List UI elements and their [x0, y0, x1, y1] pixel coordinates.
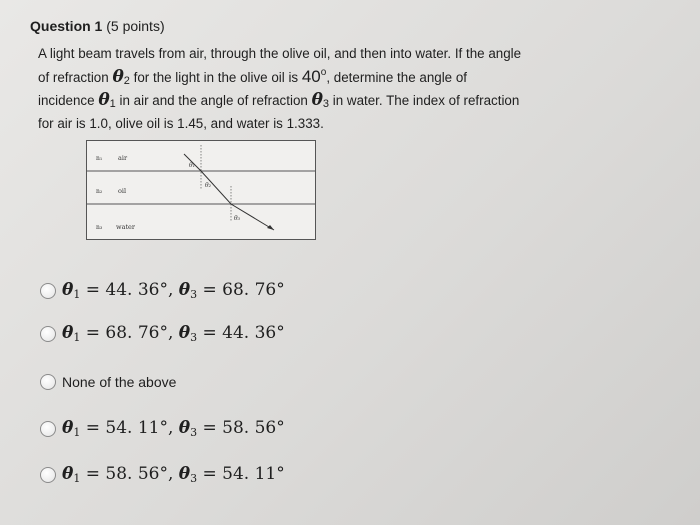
question-line-2	[38, 63, 598, 91]
text-fragment: in air and the angle of refraction	[115, 93, 312, 108]
option-label: None of the above	[62, 374, 177, 390]
oil-label: oil	[118, 187, 127, 195]
option-label	[62, 464, 285, 485]
theta-symbol: θ	[98, 90, 110, 110]
n1-label: n₁	[96, 155, 103, 162]
theta-symbol: θ	[178, 464, 191, 484]
radio-button[interactable]	[40, 283, 56, 299]
answer-option-1[interactable]	[40, 280, 285, 301]
theta-symbol: θ	[311, 90, 323, 110]
question-line-4: for air is 1.0, olive oil is 1.45, and water is 1.333.	[38, 116, 324, 131]
answer-option-2[interactable]	[40, 323, 285, 344]
value-text: = 44. 36°	[197, 323, 285, 343]
theta-symbol: θ	[62, 280, 74, 300]
option-label	[62, 280, 285, 301]
value-text: = 54. 11°,	[80, 418, 179, 438]
value-text: = 58. 56°,	[80, 464, 179, 484]
question-points: (5 points)	[106, 18, 165, 34]
theta-symbol: θ	[62, 323, 74, 343]
theta-subscript: 1	[73, 331, 81, 344]
question-header	[30, 18, 165, 34]
theta-subscript: 2	[123, 75, 130, 87]
theta-symbol: θ	[178, 323, 191, 343]
given-angle: 40	[301, 67, 321, 86]
value-text: = 68. 76°	[197, 280, 285, 300]
question-line-1: A light beam travels from air, through the olive oil, and then into water. If the angle	[38, 46, 522, 61]
radio-button[interactable]	[40, 374, 56, 390]
theta-symbol: θ	[178, 280, 191, 300]
question-line-3	[38, 91, 598, 114]
water-label: water	[116, 223, 136, 231]
text-fragment: incidence	[38, 93, 99, 108]
theta-symbol: θ	[178, 418, 191, 438]
theta-subscript: 1	[73, 472, 81, 485]
value-text: = 58. 56°	[197, 418, 285, 438]
value-text: = 54. 11°	[197, 464, 285, 484]
theta3-label: θ₃	[234, 215, 241, 222]
radio-button[interactable]	[40, 421, 56, 437]
air-label: air	[118, 154, 128, 162]
degree-superscript: o	[320, 67, 327, 78]
option-label	[62, 323, 285, 344]
value-text: = 68. 76°,	[80, 323, 179, 343]
question-title: Question 1	[30, 18, 103, 34]
option-label	[62, 418, 285, 439]
answer-option-5[interactable]	[40, 464, 285, 485]
theta-subscript: 1	[73, 426, 81, 439]
theta-subscript: 1	[73, 288, 81, 301]
n2-label: n₂	[96, 188, 103, 195]
text-fragment: , determine the angle of	[326, 70, 468, 85]
theta-symbol: θ	[112, 67, 124, 87]
n3-label: n₃	[96, 224, 103, 231]
text-fragment: in water. The index of refraction	[329, 93, 520, 108]
theta-symbol: θ	[62, 418, 74, 438]
radio-button[interactable]	[40, 467, 56, 483]
theta-subscript: 1	[109, 98, 116, 110]
theta-subscript: 3	[190, 331, 198, 344]
question-text	[38, 44, 598, 133]
theta-subscript: 3	[190, 426, 198, 439]
refraction-diagram	[86, 140, 316, 240]
theta2-label: θ₂	[205, 182, 212, 189]
theta-subscript: 3	[190, 472, 198, 485]
radio-button[interactable]	[40, 326, 56, 342]
theta1-label: θ₁	[189, 162, 196, 169]
text-fragment: for the light in the olive oil is	[129, 70, 302, 85]
theta-subscript: 3	[322, 98, 330, 110]
answer-option-4[interactable]	[40, 418, 285, 439]
text-fragment: of refraction	[38, 70, 113, 85]
theta-subscript: 3	[190, 288, 198, 301]
answer-option-3[interactable]	[40, 374, 176, 390]
theta-symbol: θ	[62, 464, 74, 484]
value-text: = 44. 36°,	[80, 280, 179, 300]
